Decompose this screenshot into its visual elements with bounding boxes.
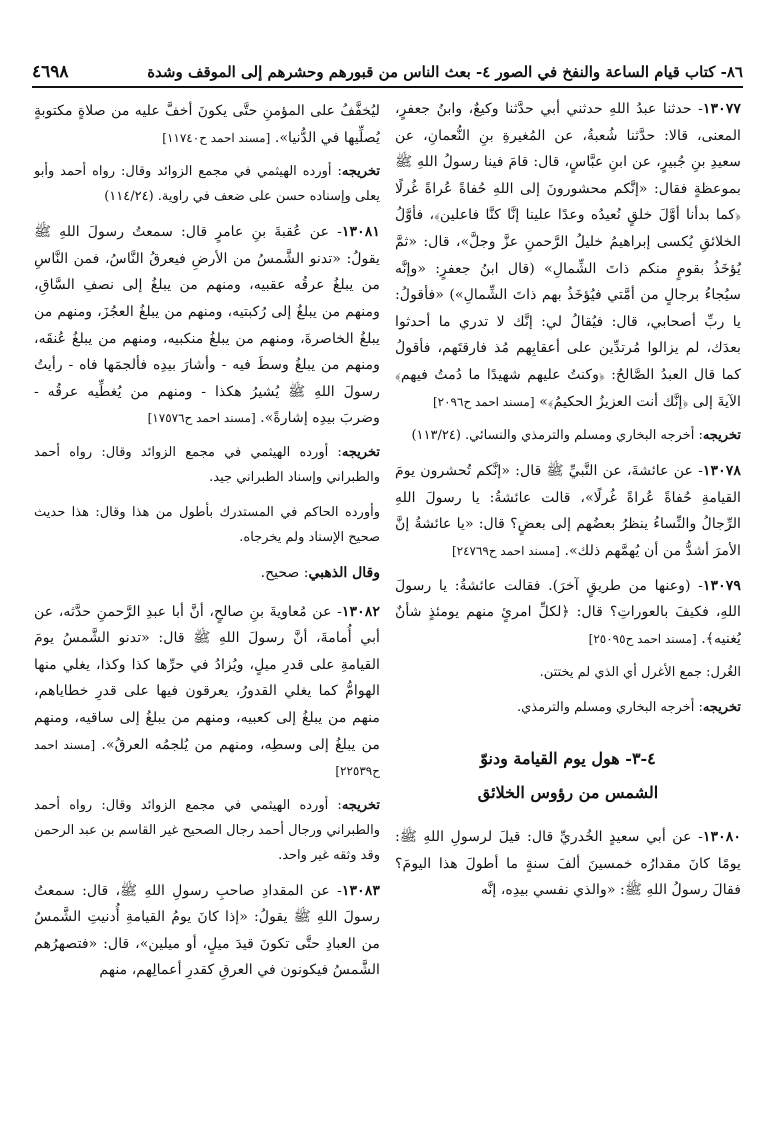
hadith-text: - عن أبي سعيدٍ الخُدريِّ قال: قيلَ لرسولِ اللهِ ﷺ: يومًا كانَ مقدارُه خمسينَ ألفَ سنةٍ ما أطولَ هذا اليومَ؟ فقالَ رسولُ اللهِ ﷺ: «والذي نفسي بيدِه، إنَّه <box>395 829 741 899</box>
chapter-title-line-1: ٤-٣- هول يوم القيامة ودنوّ <box>480 749 656 769</box>
hadith-number: ١٣٠٨٢ <box>341 603 380 620</box>
takhrij-13080 <box>34 159 380 209</box>
hadith-number: ١٣٠٧٨ <box>702 463 741 480</box>
hadith-text: - عن مُعاويةَ بنِ صالحٍ، أنَّ أبا عبدِ الرَّحمنِ حدَّثه، عن أبي أُمامةَ، أنَّ رسولَ اللهِ ﷺ قال: «تدنو الشَّمسُ يومَ القيامةِ على قدرِ ميلٍ، ويُزادُ في حرِّها كذا وكذا، يغلي منها الهوامُّ كما يغلي القدورُ، يعرقون فيها على قدرِ خطاياهم، منهم من يبلغُ إلى كعبيه، ومنهم من يبلغُ إلى ساقيه، ومنهم من يبلغُ إلى وسطِه، ومنهم من يُلجمُه العرقُ». <box>34 603 380 753</box>
hadith-13081 <box>34 219 380 432</box>
hadith-13080-continued <box>34 98 380 151</box>
takhrij-text: : أورده الهيثمي في مجمع الزوائد وقال: رواه أحمد والطبراني وإسناد الطبراني جيد. <box>34 444 380 485</box>
chapter-heading <box>395 742 741 810</box>
hadith-text: - عن المقدادِ صاحبِ رسولِ اللهِ ﷺ، قال: سمعتُ رسولَ اللهِ ﷺ يقولُ: «إذا كانَ يومُ القيامةِ أُدنيتِ الشَّمسُ من العبادِ حتَّى تكونَ قيدَ ميلٍ، أو ميلين»، قال: «فتصهرُهم الشَّمسُ فيكونون في العرقِ كقدرِ أعمالِهم، منهم <box>34 882 380 979</box>
chapter-title-line-2: الشمس من رؤوس الخلائق <box>477 783 659 803</box>
takhrij-text: : أورده الهيثمي في مجمع الزوائد وقال: رواه أحمد والطبراني ورجال أحمد رجال الصحيح غير القاسم بن عبد الرحمن وقد وثقه غير واحد. <box>34 797 380 863</box>
hadith-13079 <box>395 573 741 653</box>
hadith-number: ١٣٠٨٠ <box>702 829 741 846</box>
hadith-13077 <box>395 96 741 415</box>
gharib-note: الغُرل: جمع الأغرل أي الذي لم يختتن. <box>539 665 741 681</box>
hadith-13083 <box>34 878 380 984</box>
hadith-source: [مسند احمد ح٢٠٩٦] <box>432 394 535 409</box>
hadith-text: - (وعنها من طريقٍ آخرَ). فقالت عائشةُ: يا رسولَ اللهِ، فكيفَ بالعوراتِ؟ قال: ﴿لكلِّ امرئٍ منهم يومئذٍ شأنٌ يُغنيه﴾. <box>395 577 741 647</box>
takhrij-ref: (١١٤/٢٤) <box>104 189 154 205</box>
takhrij-text: : أورده الهيثمي في مجمع الزوائد وقال: رواه أحمد وأبو يعلى وإسناده حسن على ضعف في راوية. <box>34 164 380 205</box>
takhrij-label: تخريجه <box>341 797 380 813</box>
takhrij-text: : أخرجه البخاري ومسلم والترمذي والنسائي. <box>465 428 703 444</box>
takhrij-13077 <box>395 423 741 448</box>
hadith-source: [مسند احمد ح١٧٥٧٦] <box>147 411 256 426</box>
header-title: ٨٦- كتاب قيام الساعة والنفخ في الصور ٤- بعث الناس من قبورهم وحشرهم إلى الموقف وشدة <box>147 63 743 81</box>
takhrij-label: تخريجه <box>341 444 380 460</box>
takhrij-13081 <box>34 440 380 490</box>
hadith-text: ليُخفَّفُ على المؤمنِ حتَّى يكونَ أخفَّ عليه من صلاةٍ مكتوبةٍ يُصلِّيها في الدُّنيا». <box>34 103 380 146</box>
hadith-number: ١٣٠٧٩ <box>702 577 741 594</box>
hadith-source: [مسند احمد ح٢٢٥٣٩] <box>34 737 380 779</box>
takhrij-13079 <box>395 695 741 720</box>
hadith-number: ١٣٠٨٣ <box>341 882 380 899</box>
right-column <box>395 96 741 912</box>
takhrij-label: تخريجه <box>341 164 380 180</box>
takhrij-text: : أخرجه البخاري ومسلم والترمذي. <box>516 700 703 716</box>
page-number: ٤٦٩٨ <box>32 62 69 82</box>
hadith-text: - حدثنا عبدُ اللهِ حدثني أبي حدَّثنا وكيعٌ، وابنُ جعفرٍ، المعنى، قالا: حدَّثنا شُعبةُ، عن المُغيرةِ بنِ النُّعمانِ، عن سعيدِ بنِ جُبيرٍ، عن ابنِ عبَّاسٍ، قال: قامَ فينا رسولُ اللهِ ﷺ بموعظةٍ فقال: «إنَّكم محشورونَ إلى اللهِ حُفاةً عُراةً غُرلًا ﴿كما بدأنا أوَّلَ خلقٍ نُعيدُه وعدًا علينا إنَّا كنَّا فاعلين﴾، فأوَّلُ الخلائقِ يُكسى إبراهيمُ خليلُ الرَّحمنِ عزَّ وجلَّ»، قال: «ثمَّ يُؤخَذُ بقومٍ منكم ذاتَ الشِّمالِ» (قال ابنُ جعفرٍ: «وإنَّه سيُجاءُ برجالٍ من أمَّتي فيُؤخَذُ بهم ذاتَ الشِّمالِ») «فأقولُ: يا ربِّ أصحابي، قال: فيُقالُ لي: إنَّك لا تدري ما أحدثوا بعدَك، لم يزالوا مُرتدِّين على أعقابِهم مُذ فارقتَهم، فأقولُ كما قال العبدُ الصَّالحُ: ﴿وكنتُ عليهم شهيدًا ما دُمتُ فيهم﴾ الآيةَ إلى ﴿إنَّك أنت العزيزُ الحكيمُ﴾» <box>395 101 741 410</box>
hadith-number: ١٣٠٧٧ <box>702 101 741 117</box>
hadith-source: [مسند احمد ح١١٧٤٠] <box>162 130 271 145</box>
dhahabi-note <box>34 560 380 587</box>
running-header <box>32 58 743 88</box>
hadith-source: [مسند احمد ح٢٥٠٩٥] <box>588 631 697 646</box>
hakim-note: وأورده الحاكم في المستدرك بأطول من هذا وقال: هذا حديث صحيح الإسناد ولم يخرجاه. <box>34 504 380 545</box>
dhahabi-label: وقال الذهبي <box>308 564 380 581</box>
hadith-13080 <box>395 824 741 904</box>
takhrij-13082 <box>34 793 380 868</box>
hadith-source: [مسند احمد ح٢٤٧٦٩] <box>451 543 560 558</box>
dhahabi-text: : صحيح. <box>260 564 309 581</box>
hadith-text: - عن عائشةَ، عن النَّبيِّ ﷺ قال: «إنَّكم تُحشرون يومَ القيامةِ حُفاةً عُراةً غُرلًا»، قالت عائشةُ: يا رسولَ اللهِ الرِّجالُ والنِّساءُ ينظرُ بعضُهم إلى بعضٍ؟ قال: «يا عائشةُ إنَّ الأمرَ أشدُّ من أن يُهمَّهم ذلك». <box>395 463 741 559</box>
takhrij-label: تخريجه <box>702 700 741 716</box>
hadith-13078 <box>395 458 741 564</box>
hadith-number: ١٣٠٨١ <box>341 224 380 241</box>
hadith-13082 <box>34 599 380 785</box>
takhrij-ref: (١١٣/٢٤) <box>411 428 461 444</box>
hadith-text: - عن عُقبةَ بنِ عامرٍ قال: سمعتُ رسولَ اللهِ ﷺ يقولُ: «تدنو الشَّمسُ من الأرضِ فيعرقُ النَّاسُ، فمن النَّاسِ من يبلغُ عرقُه عقبيه، ومنهم من يبلغُ إلى نصفِ السَّاقِ، ومنهم من يبلغُ إلى رُكبتيه، ومنهم من يبلغُ العجُزَ، ومنهم من يبلغُ الخاصرةَ، ومنهم من يبلغُ منكبيه، ومنهم من يبلغُ عُنقَه، ومنهم من يبلغُ وسطَ فيه - وأشارَ بيدِه فألجمَها فاه - رأيتُ رسولَ اللهِ ﷺ يُشيرُ هكذا - ومنهم من يُغطِّيه عرقُه - وضربَ بيدِه إشارةً». <box>34 224 380 427</box>
left-column <box>34 98 380 992</box>
takhrij-label: تخريجه <box>702 428 741 444</box>
